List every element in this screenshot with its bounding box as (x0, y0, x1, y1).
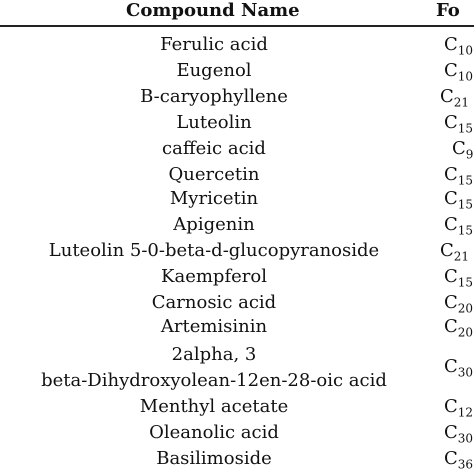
formula-cell: $C_{20}$ (444, 316, 474, 340)
compound-name: Basilimoside (156, 448, 272, 469)
compound-name: Myricetin (169, 188, 259, 209)
formula-cell: $C_{36}$ (444, 448, 474, 472)
formula-cell: $C_{15}$ (444, 188, 474, 212)
compound-name: Luteolin 5-0-beta-d-glucopyranoside (48, 240, 380, 261)
compound-name: caffeic acid (162, 138, 266, 159)
compound-name: Oleanolic acid (149, 422, 279, 443)
compound-name: Apigenin (173, 214, 255, 235)
formula-cell: $C_{15}$ (444, 266, 474, 290)
header-formula: Fo (436, 0, 460, 21)
formula-cell: $C_{15}$ (444, 164, 474, 188)
formula-cell: $C_{15}$ (444, 112, 474, 136)
formula-cell: $C_{10}$ (444, 34, 474, 58)
compound-name: Eugenol (176, 60, 252, 81)
formula-cell: $C_{10}$ (444, 60, 474, 84)
compound-name: Menthyl acetate (139, 396, 289, 417)
header-compound-name: Compound Name (126, 0, 300, 21)
formula-cell: $C_{21}$ (440, 86, 470, 110)
formula-cell: $C_{12}$ (444, 396, 474, 420)
formula-cell: $C_{30}$ (444, 356, 474, 380)
formula-cell: $C_{20}$ (444, 292, 474, 316)
formula-cell: $C_9$ (452, 138, 474, 162)
compound-name: Luteolin (176, 112, 252, 133)
compound-name: Kaempferol (161, 266, 267, 287)
compound-name: B-caryophyllene (140, 86, 288, 107)
formula-cell: $C_{15}$ (444, 214, 474, 238)
compound-name: Quercetin (168, 164, 260, 185)
compound-name-line1: 2alpha, 3 (171, 344, 257, 365)
formula-cell: $C_{21}$ (440, 240, 470, 264)
compound-name: Artemisinin (160, 316, 268, 337)
compound-name-line2: beta-Dihydroxyolean-12en-28-oic acid (41, 370, 387, 391)
table-header (0, 0, 474, 24)
formula-cell: $C_{30}$ (444, 422, 474, 446)
compound-name: Ferulic acid (160, 34, 268, 55)
compound-name: Carnosic acid (151, 292, 277, 313)
header-rule (0, 25, 474, 27)
